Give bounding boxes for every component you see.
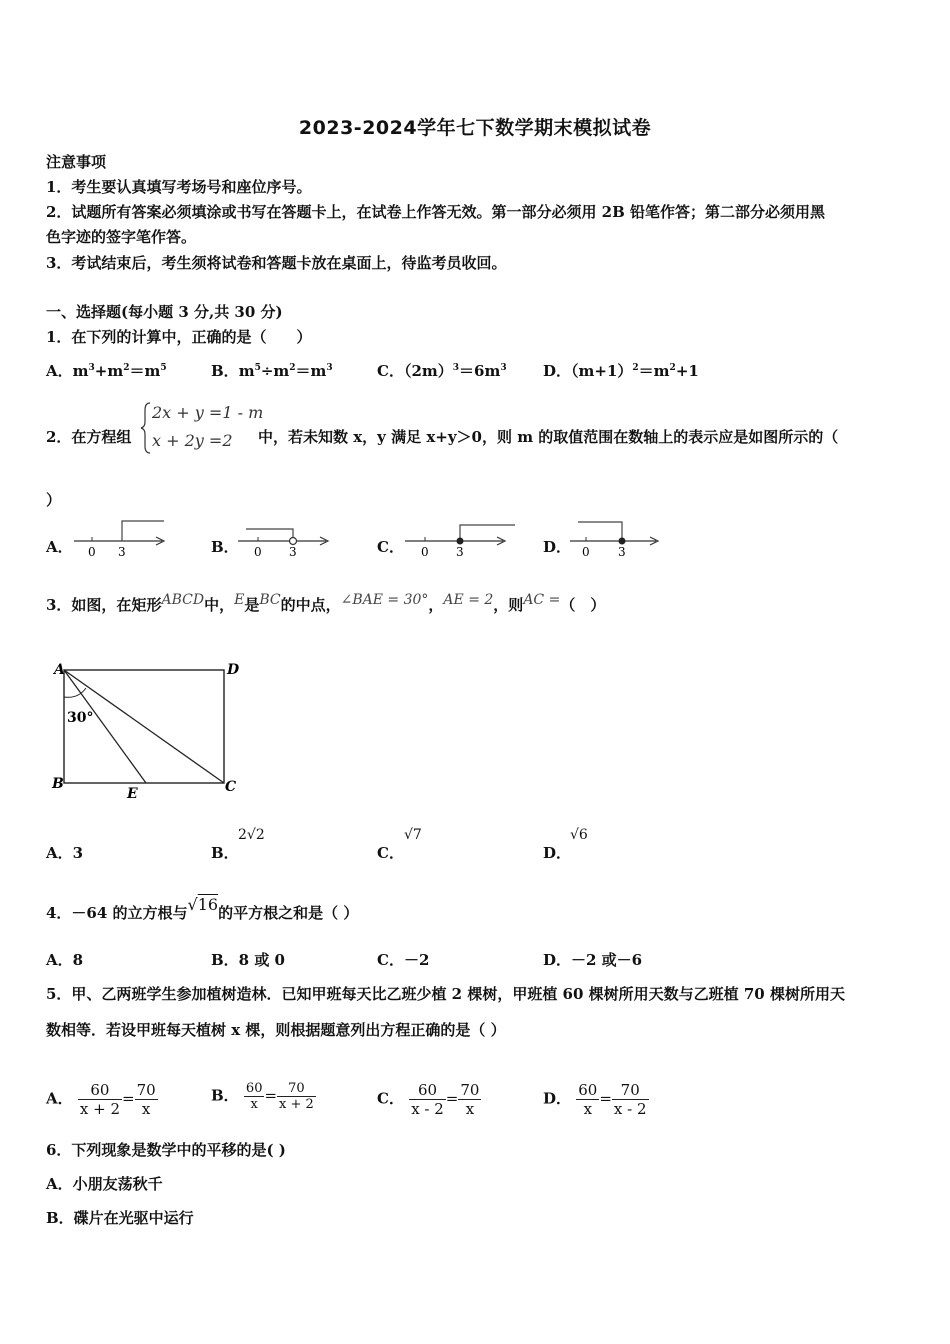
q5-option-b — [211, 1081, 316, 1112]
q4-stem — [46, 895, 359, 923]
q2-option-d-numberline — [568, 515, 668, 559]
fraction-denominator: x — [583, 1100, 593, 1118]
q4-option-a: A．8 — [46, 951, 84, 969]
q5-option-d-label: D． — [543, 1089, 572, 1108]
tick-label: 0 — [582, 545, 590, 559]
q2-option-d-label: D． — [543, 538, 572, 556]
q2-option-b-label: B． — [211, 538, 239, 556]
notice-item-3: 3．考试结束后，考生须将试卷和答题卡放在桌面上，待监考员收回。 — [46, 254, 507, 272]
q3-text-3: 是 — [244, 596, 260, 614]
fraction-denominator: x - 2 — [411, 1100, 444, 1118]
q3-option-a: A．3 — [46, 844, 84, 862]
q1-option-d-label: D． — [543, 362, 572, 380]
q1-option-a-label: A． — [46, 362, 73, 380]
equals-sign: = — [599, 1089, 612, 1108]
q5-option-a-label: A． — [46, 1089, 73, 1108]
q3-abcd: ABCD — [161, 592, 205, 608]
q6-option-b: B．碟片在光驱中运行 — [46, 1209, 194, 1227]
q3-option-d-label: D． — [543, 844, 572, 862]
fraction-numerator: 70 — [460, 1081, 480, 1099]
fraction-numerator: 60 — [409, 1081, 446, 1100]
tick-label: 3 — [456, 545, 464, 559]
q2-close: ） — [46, 491, 62, 509]
q3-text-5: ，则 — [493, 596, 524, 614]
q2-equation-system — [140, 400, 264, 456]
q1-option-d: D．$(m+1)^2=m^2+1$ — [543, 362, 699, 380]
q2-eq1: 2x + y =1 - m — [152, 403, 264, 422]
q4-option-b: B．8 或 0 — [211, 951, 285, 969]
q1-option-a: A．$m^3+m^2=m^5$ — [46, 362, 167, 380]
vertex-e-label: E — [127, 786, 138, 802]
q4-sqrt — [188, 895, 219, 914]
q6-option-a: A．小朋友荡秋千 — [46, 1175, 163, 1193]
fraction-denominator: x — [141, 1100, 151, 1118]
fraction-numerator: 60 — [245, 1081, 263, 1096]
sqrt-icon: √ — [187, 895, 198, 914]
q3-option-b-label: B． — [211, 844, 239, 862]
q3-ae: AE = 2 — [443, 592, 494, 608]
q2-option-b-numberline — [236, 515, 336, 559]
q5-option-a — [46, 1081, 158, 1118]
fraction-denominator: x — [250, 1097, 258, 1112]
q3-text-6: （ ） — [560, 596, 606, 614]
q1-option-c: C．$(2m)^3=6m^3$ — [377, 362, 507, 380]
vertex-c-label: C — [225, 779, 237, 795]
q4-text-2: 的平方根之和是（ ） — [218, 904, 359, 922]
q2-option-a-label: A． — [46, 538, 73, 556]
page-title: 2023-2024学年七下数学期末模拟试卷 — [298, 117, 652, 139]
fraction-denominator: x + 2 — [79, 1100, 120, 1118]
q5-option-d — [543, 1081, 649, 1118]
q3-text-2: 中， — [204, 596, 235, 614]
q2-eq2: x + 2y =2 — [152, 431, 233, 450]
fraction-numerator: 70 — [612, 1081, 649, 1100]
q5-option-b-label: B． — [211, 1086, 239, 1105]
q5-option-c — [377, 1081, 481, 1118]
q3-option-c-value: √7 — [404, 827, 422, 843]
vertex-d-label: D — [227, 662, 240, 678]
q1-stem: 1．在下列的计算中，正确的是（ ） — [46, 328, 312, 346]
fraction-numerator: 60 — [78, 1081, 122, 1100]
q3-rectangle-figure — [48, 655, 248, 803]
q3-option-b-value: 2√2 — [238, 827, 265, 843]
vertex-b-label: B — [52, 776, 64, 792]
q3-e: E — [234, 592, 245, 608]
q2-option-c-numberline — [403, 515, 523, 559]
q1-option-c-label: C． — [377, 362, 404, 380]
equals-sign: = — [264, 1086, 278, 1105]
q2-option-a-numberline — [72, 515, 172, 559]
q2-option-c-label: C． — [377, 538, 404, 556]
q3-ac: AC = — [523, 592, 561, 608]
section-heading: 一、选择题(每小题 3 分,共 30 分) — [46, 303, 283, 321]
notice-item-2: 2．试题所有答案必须填涂或书写在答题卡上，在试卷上作答无效。第一部分必须用 2B 铅笔作答；第二部分必须用黑 — [46, 203, 826, 221]
q4-option-d: D．－2 或－6 — [543, 951, 643, 969]
angle-label: 30° — [67, 710, 94, 726]
q5-option-c-label: C． — [377, 1089, 404, 1108]
equals-sign: = — [121, 1089, 135, 1108]
notice-item-1: 1．考生要认真填写考场号和座位序号。 — [46, 178, 312, 196]
q1-option-b: B．$m^5\div m^2=m^3$ — [211, 362, 333, 380]
q3-stem — [46, 592, 606, 616]
equals-sign: = — [445, 1089, 459, 1108]
q3-bc: BC — [259, 592, 281, 608]
fraction-denominator: x + 2 — [279, 1097, 314, 1112]
fraction-numerator: 70 — [136, 1081, 156, 1099]
fraction-numerator: 70 — [277, 1081, 316, 1097]
fraction-numerator: 60 — [578, 1081, 598, 1099]
q3-text-4: 的中点， — [280, 596, 341, 614]
tick-label: 3 — [289, 545, 297, 559]
q4-text-1: 4．－64 的立方根与 — [46, 904, 188, 922]
tick-label: 0 — [254, 545, 262, 559]
q5-line-1: 5．甲、乙两班学生参加植树造林．已知甲班每天比乙班少植 2 棵树，甲班植 60 棵树所用天数与乙班植 70 棵树所用天 — [46, 985, 845, 1003]
vertex-a-label: A — [54, 662, 65, 678]
tick-label: 3 — [618, 545, 626, 559]
q3-option-c-label: C． — [377, 844, 404, 862]
q3-comma: ， — [428, 596, 444, 614]
q1-option-b-label: B． — [211, 362, 239, 380]
tick-label: 3 — [118, 545, 126, 559]
brace-icon — [140, 400, 152, 456]
q4-radicand: 16 — [197, 895, 219, 914]
fraction-denominator: x - 2 — [613, 1100, 647, 1118]
fraction-denominator: x — [465, 1100, 475, 1118]
q3-text-1: 3．如图，在矩形 — [46, 596, 162, 614]
tick-label: 0 — [421, 545, 429, 559]
q6-stem: 6．下列现象是数学中的平移的是( ) — [46, 1141, 286, 1159]
q4-option-c: C．－2 — [377, 951, 430, 969]
q3-option-d-value: √6 — [570, 827, 588, 843]
tick-label: 0 — [88, 545, 96, 559]
q5-line-2: 数相等．若设甲班每天植树 x 棵，则根据题意列出方程正确的是（ ） — [46, 1021, 506, 1039]
notice-item-2-cont: 色字迹的签字笔作答。 — [46, 228, 197, 246]
q2-prefix: 2．在方程组 — [46, 428, 132, 446]
notice-heading: 注意事项 — [46, 153, 107, 171]
q2-suffix: 中，若未知数 x，y 满足 x+y＞0，则 m 的取值范围在数轴上的表示应是如图所示的（ — [258, 428, 839, 446]
q3-angle: ∠BAE = 30° — [340, 592, 429, 608]
